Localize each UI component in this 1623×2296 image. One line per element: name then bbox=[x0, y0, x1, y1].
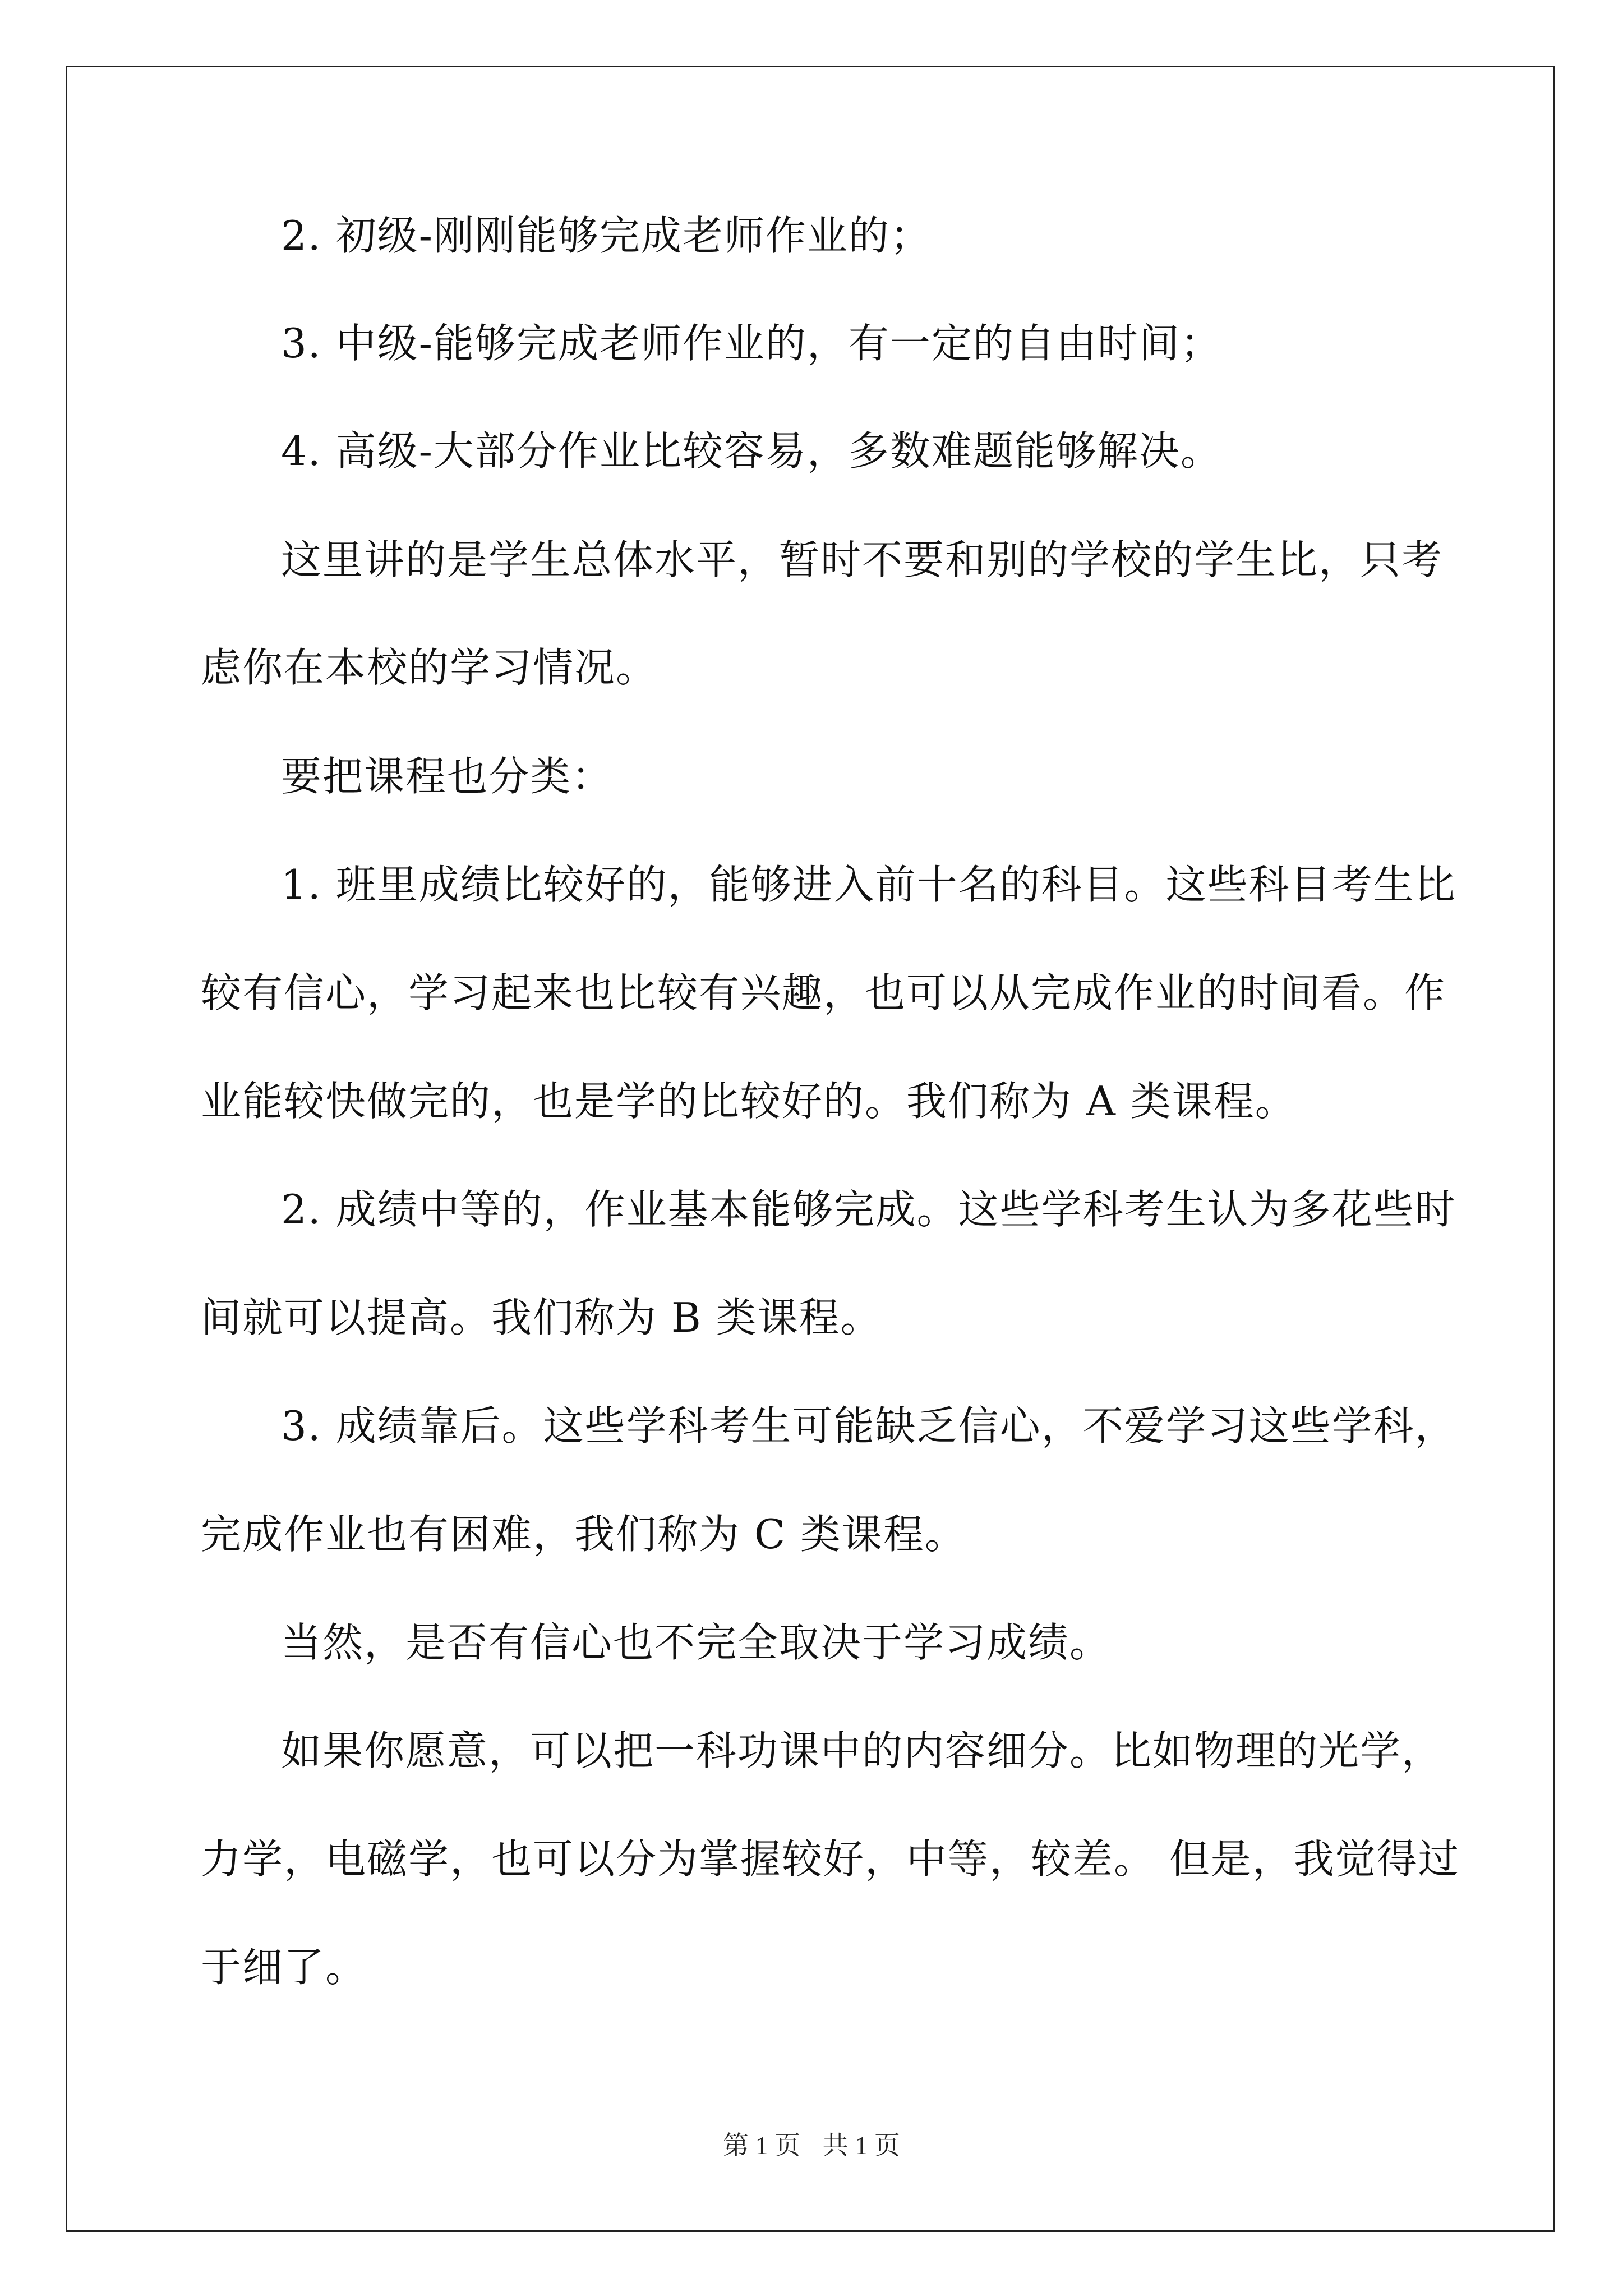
paragraph-line: 较有信心，学习起来也比较有兴趣，也可以从完成作业的时间看。作 bbox=[201, 969, 1446, 1016]
paragraph-line: 4. 高级-大部分作业比较容易，多数难题能够解决。 bbox=[281, 427, 1222, 475]
paragraph-line: 这里讲的是学生总体水平，暂时不要和别的学校的学生比，只考 bbox=[281, 536, 1444, 583]
page-frame bbox=[66, 66, 1555, 2232]
paragraph-line: 2. 初级-刚刚能够完成老师作业的； bbox=[281, 212, 932, 259]
paragraph-line: 3. 成绩靠后。这些学科考生可能缺乏信心，不爱学习这些学科， bbox=[281, 1402, 1456, 1450]
paragraph-line: 于细了。 bbox=[201, 1944, 367, 1991]
paragraph-line: 完成作业也有困难，我们称为 C 类课程。 bbox=[201, 1511, 966, 1558]
paragraph-line: 1. 班里成绩比较好的，能够进入前十名的科目。这些科目考生比 bbox=[281, 861, 1456, 908]
paragraph-line: 虑你在本校的学习情况。 bbox=[201, 644, 658, 691]
page-total: 共 1 页 bbox=[822, 2131, 900, 2160]
paragraph-line: 力学，电磁学，也可以分为掌握较好，中等，较差。 但是，我觉得过 bbox=[201, 1835, 1460, 1883]
paragraph-line: 2. 成绩中等的，作业基本能够完成。这些学科考生认为多花些时 bbox=[281, 1186, 1456, 1233]
paragraph-line: 业能较快做完的，也是学的比较好的。我们称为 A 类课程。 bbox=[201, 1078, 1297, 1125]
paragraph-line: 要把课程也分类： bbox=[281, 753, 614, 800]
paragraph-line: 当然，是否有信心也不完全取决于学习成绩。 bbox=[281, 1619, 1112, 1666]
page-footer bbox=[0, 2125, 1623, 2162]
page-number: 第 1 页 bbox=[723, 2131, 801, 2160]
paragraph-line: 间就可以提高。我们称为 B 类课程。 bbox=[201, 1294, 882, 1341]
paragraph-line: 3. 中级-能够完成老师作业的，有一定的自由时间； bbox=[281, 320, 1222, 367]
paragraph-line: 如果你愿意，可以把一科功课中的内容细分。比如物理的光学， bbox=[281, 1727, 1444, 1774]
